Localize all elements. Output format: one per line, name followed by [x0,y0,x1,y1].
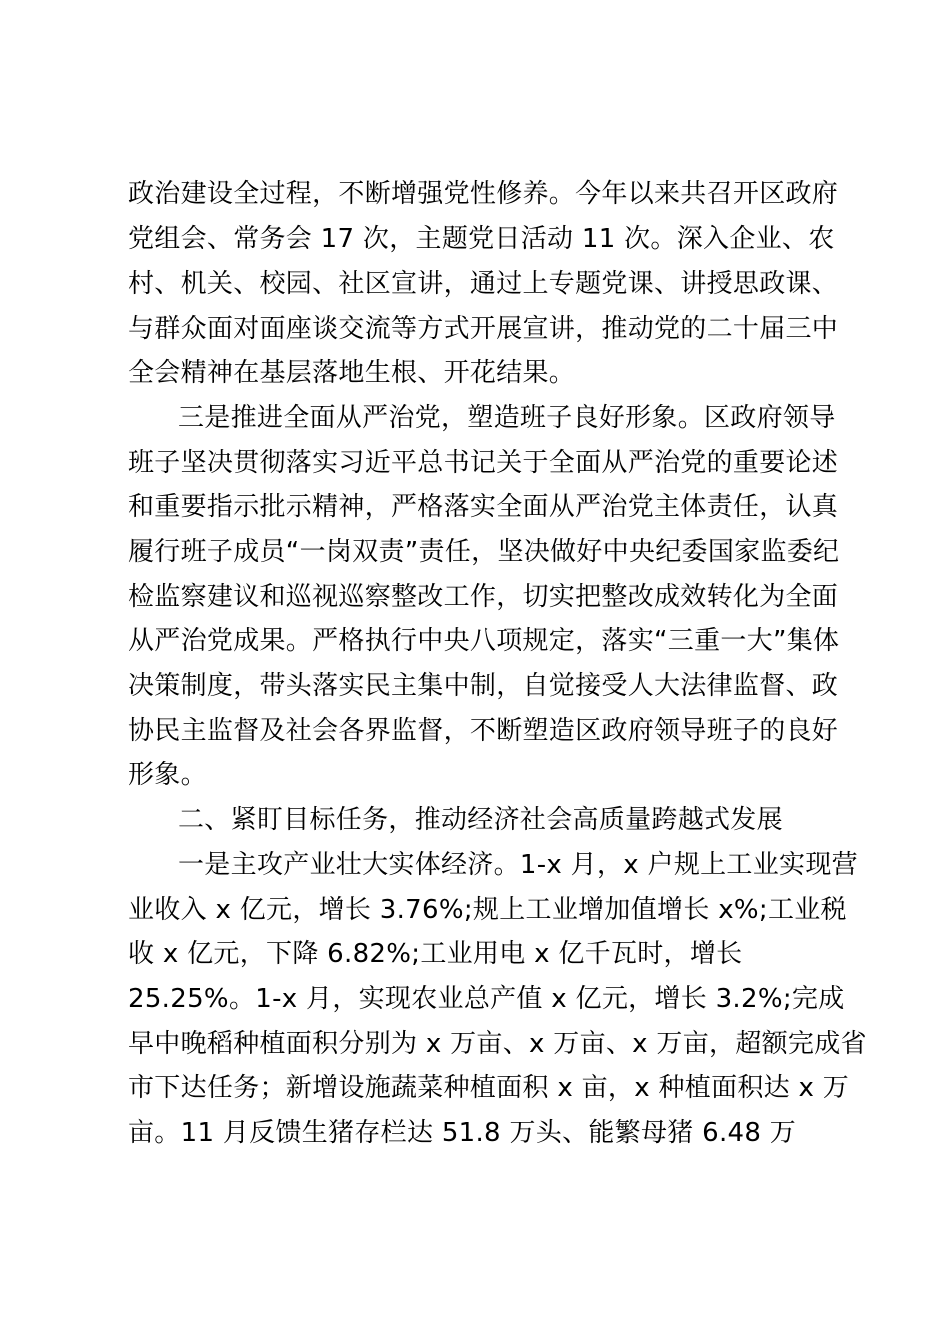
text-line: 班子坚决贯彻落实习近平总书记关于全面从严治党的重要论述 [128,448,839,478]
text-line: 市下达任务；新增设施蔬菜种植面积 x 亩，x 种植面积达 x 万 [128,1073,850,1103]
text-line: 和重要指示批示精神，严格落实全面从严治党主体责任，认真 [128,492,839,522]
text-line: 业收入 x 亿元，增长 3.76%;规上工业增加值增长 x%;工业税 [128,895,847,925]
text-line: 检监察建议和巡视巡察整改工作，切实把整改成效转化为全面 [128,582,839,612]
text-line: 协民主监督及社会各界监督，不断塑造区政府领导班子的良好 [128,716,839,746]
section-heading: 二、紧盯目标任务，推动经济社会高质量跨越式发展 [178,805,783,835]
paragraph-lead-line: 三是推进全面从严治党，塑造班子良好形象。区政府领导 [178,403,836,433]
text-line: 25.25%。1-x 月，实现农业总产值 x 亿元，增长 3.2%;完成 [128,984,845,1014]
text-line: 村、机关、校园、社区宣讲，通过上专题党课、讲授思政课、 [128,269,839,299]
text-line: 早中晚稻种植面积分别为 x 万亩、x 万亩、x 万亩，超额完成省 [128,1029,867,1059]
text-line: 履行班子成员“一岗双责”责任，坚决做好中央纪委国家监委纪 [128,537,840,567]
text-line: 亩。11 月反馈生猪存栏达 51.8 万头、能繁母猪 6.48 万 [128,1118,797,1148]
text-line: 形象。 [128,760,207,790]
text-line: 从严治党成果。严格执行中央八项规定，落实“三重一大”集体 [128,626,840,656]
text-line: 全会精神在基层落地生根、开花结果。 [128,358,576,388]
text-line: 党组会、常务会 17 次，主题党日活动 11 次。深入企业、农 [128,224,835,254]
text-line: 决策制度，带头落实民主集中制，自觉接受人大法律监督、政 [128,671,839,701]
text-line: 收 x 亿元，下降 6.82%;工业用电 x 亿千瓦时，增长 [128,939,743,969]
text-line: 政治建设全过程，不断增强党性修养。今年以来共召开区政府 [128,179,839,209]
paragraph-lead-line: 一是主攻产业壮大实体经济。1-x 月，x 户规上工业实现营 [178,850,858,880]
text-line: 与群众面对面座谈交流等方式开展宣讲，推动党的二十届三中 [128,314,839,344]
